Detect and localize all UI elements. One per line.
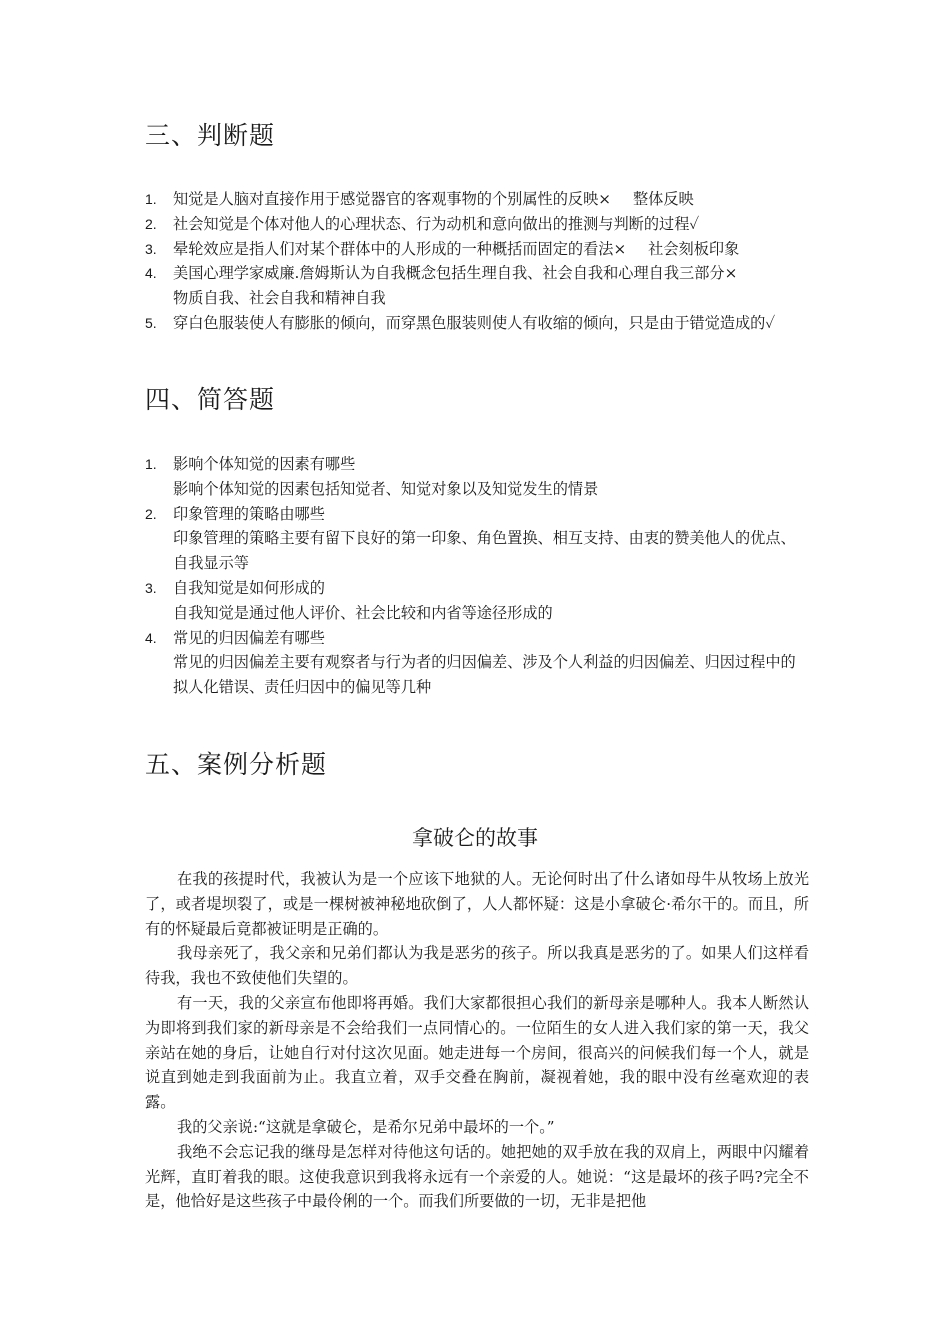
story-paragraph: 我绝不会忘记我的继母是怎样对待他这句话的。她把她的双手放在我的双肩上，两眼中闪耀着光辉，直盯着我的眼。这使我意识到我将永远有一个亲爱的人。她说：“这是最坏的孩子吗?完全不是，他恰好是这些孩子中最伶俐的一个。而我们所要做的一切，无非是把他	[145, 1142, 809, 1211]
item-answer: 整体反映	[632, 190, 694, 208]
question-text: 印象管理的策略由哪些	[173, 504, 325, 523]
item-number: 5.	[145, 314, 157, 331]
story-paragraph: 我的父亲说:“这就是拿破仑，是希尔兄弟中最坏的一个。”	[177, 1117, 555, 1136]
short-answer-item	[145, 502, 810, 576]
story-paragraph: 在我的孩提时代，我被认为是一个应该下地狱的人。无论何时出了什么诸如母牛从牧场上放光了，或者堤坝裂了，或是一棵树被神秘地砍倒了，人人都怀疑：这是小拿破仑·希尔干的。而且，所有的怀疑最后竟都被证明是正确的。	[145, 870, 809, 938]
item-number: 2.	[145, 505, 157, 522]
question-text: 自我知觉是如何形成的	[173, 578, 325, 597]
item-number: 1.	[145, 191, 157, 207]
section-title-short-answer: 四、简答题	[145, 385, 276, 414]
item-text: 美国心理学家威廉.詹姆斯认为自我概念包括生理自我、社会自我和心理自我三部分×	[173, 264, 738, 283]
judgment-list	[145, 187, 810, 336]
judgment-item	[145, 212, 810, 237]
answer-text: 自我知觉是通过他人评价、社会比较和内省等途径形成的	[173, 603, 553, 622]
judgment-item	[145, 261, 810, 311]
item-answer: 社会刻板印象	[648, 239, 740, 258]
item-text: 穿白色服装使人有膨胀的倾向，而穿黑色服装则使人有收缩的倾向，只是由于错觉造成的✓	[173, 313, 776, 332]
short-answer-list	[145, 452, 810, 700]
item-number: 2.	[145, 215, 157, 232]
story-paragraph: 有一天，我的父亲宣布他即将再婚。我们大家都很担心我们的新母亲是哪种人。我本人断然认为即将到我们家的新母亲是不会给我们一点同情心的。一位陌生的女人进入我们家的第一天，我父亲站在她的身后，让她自行对付这次见面。她走进每一个房间，很高兴的问候我们每一个人，就是说直到她走到我面前为止。我直立着，双手交叠在胸前，凝视着她，我的眼中没有丝毫欢迎的表露。	[145, 993, 809, 1112]
section-title-judgment: 三、判断题	[145, 121, 276, 150]
short-answer-item	[145, 626, 810, 700]
item-answer: 物质自我、社会自我和精神自我	[173, 289, 386, 308]
item-text: 社会知觉是个体对他人的心理状态、行为动机和意向做出的推测与判断的过程✓	[173, 214, 700, 233]
question-text: 常见的归因偏差有哪些	[173, 628, 325, 647]
item-number: 4.	[145, 265, 157, 282]
story-title: 拿破仑的故事	[412, 826, 538, 850]
section-title-case-analysis: 五、案例分析题	[145, 750, 328, 779]
item-text: 知觉是人脑对直接作用于感觉器官的客观事物的个别属性的反映×	[173, 190, 611, 208]
answer-text: 影响个体知觉的因素包括知觉者、知觉对象以及知觉发生的情景	[173, 479, 599, 498]
story-paragraph: 我母亲死了，我父亲和兄弟们都认为我是恶劣的孩子。所以我真是恶劣的了。如果人们这样看待我，我也不致使他们失望的。	[145, 944, 809, 988]
item-number: 3.	[145, 240, 157, 257]
judgment-item	[145, 187, 810, 212]
short-answer-item	[145, 576, 810, 626]
question-text: 影响个体知觉的因素有哪些	[173, 455, 356, 473]
judgment-item	[145, 237, 810, 262]
short-answer-item	[145, 452, 810, 502]
item-number: 1.	[145, 456, 157, 472]
answer-text: 常见的归因偏差主要有观察者与行为者的归因偏差、涉及个人利益的归因偏差、归因过程中的拟人化错误、责任归因中的偏见等几种	[173, 653, 796, 697]
judgment-item	[145, 311, 810, 336]
story-body	[145, 867, 809, 1214]
item-number: 3.	[145, 579, 157, 596]
item-number: 4.	[145, 629, 157, 646]
item-text: 晕轮效应是指人们对某个群体中的人形成的一种概括而固定的看法×	[173, 239, 627, 258]
answer-text: 印象管理的策略主要有留下良好的第一印象、角色置换、相互支持、由衷的赞美他人的优点、自我显示等	[173, 529, 796, 573]
